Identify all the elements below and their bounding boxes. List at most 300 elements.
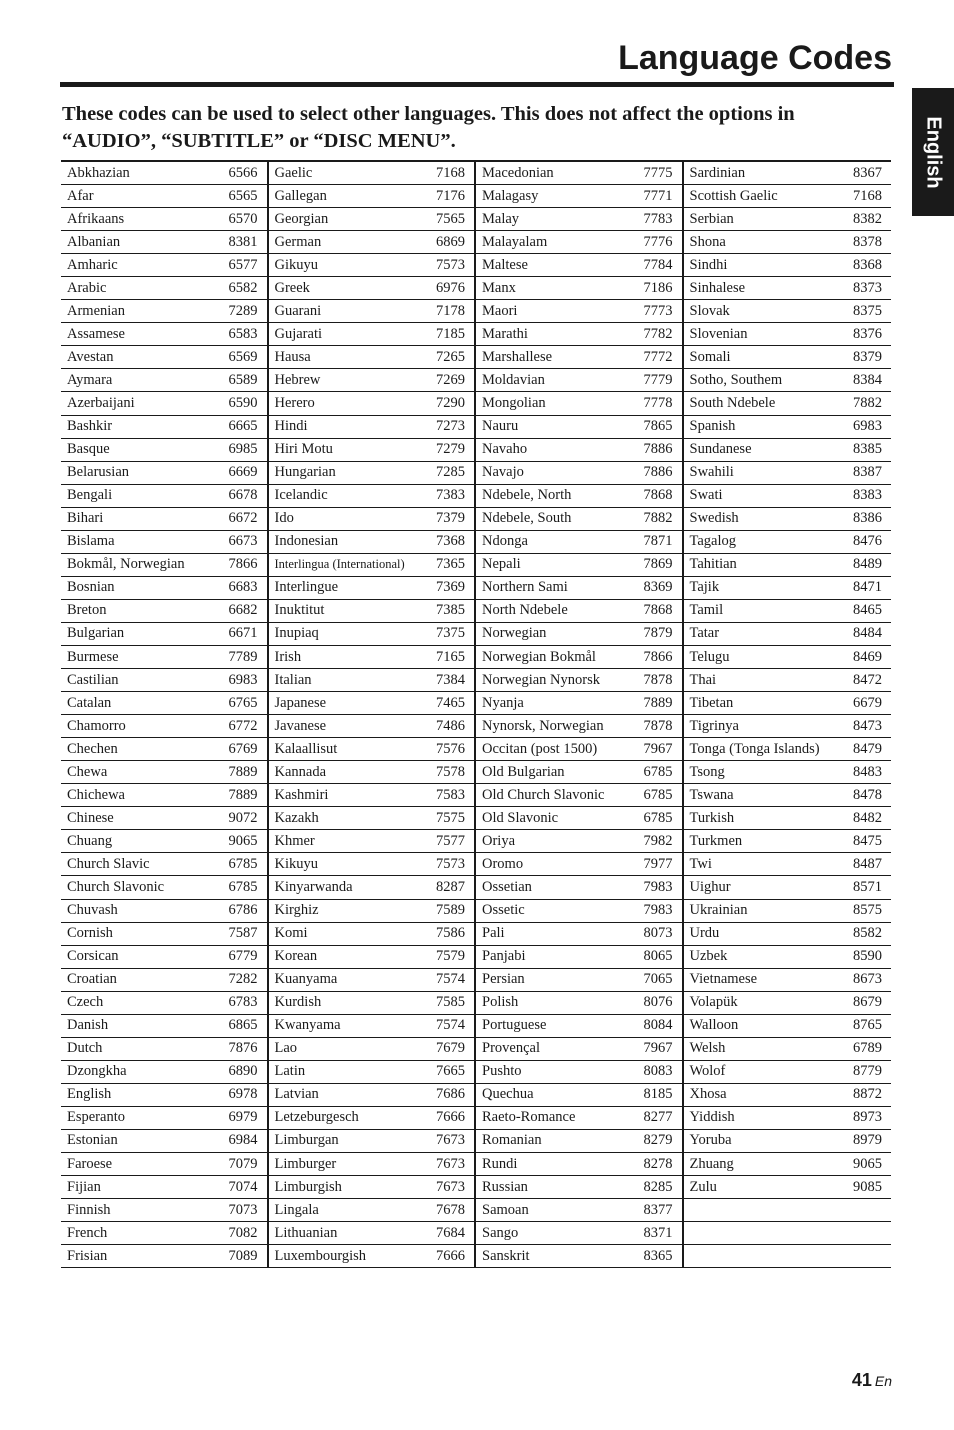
language-code: 7269	[436, 371, 465, 388]
table-row	[684, 577, 892, 600]
language-name: Herero	[274, 394, 315, 411]
table-row	[269, 623, 475, 646]
language-code: 7585	[436, 994, 465, 1011]
language-code-table	[61, 160, 892, 1268]
table-row	[269, 807, 475, 830]
language-code: 7176	[436, 187, 465, 204]
table-row	[269, 277, 475, 300]
language-code: 6683	[228, 579, 258, 596]
language-name: Zulu	[689, 1178, 717, 1195]
language-name: Oromo	[482, 855, 524, 872]
table-row	[476, 577, 682, 600]
language-code: 7678	[436, 1201, 465, 1218]
language-code: 7065	[643, 971, 673, 988]
table-row	[61, 1038, 267, 1061]
language-name: Yoruba	[689, 1132, 732, 1149]
language-code: 7982	[643, 832, 673, 849]
language-code: 6785	[228, 878, 258, 895]
table-row	[61, 577, 267, 600]
table-row	[476, 1245, 682, 1268]
table-row	[269, 162, 475, 185]
language-code: 6569	[228, 348, 258, 365]
language-name: Khmer	[274, 832, 315, 849]
table-row	[684, 277, 892, 300]
table-row	[476, 1222, 682, 1245]
language-name: Tatar	[689, 625, 720, 642]
language-code: 8487	[853, 855, 882, 872]
language-code: 7983	[643, 902, 673, 919]
language-name: Abkhazian	[67, 164, 130, 181]
table-row	[61, 300, 267, 323]
table-row	[269, 508, 475, 531]
table-row	[476, 346, 682, 369]
table-row	[61, 1245, 267, 1268]
language-code: 6785	[643, 809, 673, 826]
language-code: 6789	[853, 1040, 882, 1057]
table-row	[61, 784, 267, 807]
language-name: Avestan	[67, 348, 114, 365]
table-row	[476, 323, 682, 346]
table-row	[684, 508, 892, 531]
language-name: Tajik	[689, 579, 720, 596]
language-code: 6890	[228, 1063, 258, 1080]
language-code: 7583	[436, 786, 465, 803]
language-code: 6589	[228, 371, 258, 388]
language-code: 6983	[853, 418, 882, 435]
table-row	[476, 439, 682, 462]
language-name: Welsh	[689, 1040, 726, 1057]
language-code: 7282	[228, 971, 258, 988]
language-code: 6765	[228, 694, 258, 711]
table-row	[269, 738, 475, 761]
language-name: Corsican	[67, 948, 119, 965]
language-code: 7866	[643, 648, 673, 665]
language-code: 6978	[228, 1086, 258, 1103]
table-row	[476, 923, 682, 946]
table-row	[476, 1015, 682, 1038]
language-name: Lingala	[274, 1201, 319, 1218]
language-code: 7886	[643, 464, 673, 481]
table-row	[684, 807, 892, 830]
table-row	[476, 1038, 682, 1061]
language-code: 8084	[643, 1017, 673, 1034]
table-row	[61, 369, 267, 392]
language-name: Norwegian Nynorsk	[482, 671, 600, 688]
table-row	[684, 1199, 892, 1222]
table-row	[476, 876, 682, 899]
language-name: Shona	[689, 233, 726, 250]
language-code: 8376	[853, 325, 882, 342]
language-code: 7384	[436, 671, 465, 688]
language-code: 8575	[853, 902, 882, 919]
table-row	[61, 830, 267, 853]
language-code: 8590	[853, 948, 882, 965]
code-column	[61, 160, 269, 1268]
language-name: Chuang	[67, 832, 113, 849]
language-name: Albanian	[67, 233, 121, 250]
language-name: Arabic	[67, 279, 107, 296]
table-row	[269, 231, 475, 254]
language-code: 6590	[228, 394, 258, 411]
table-row	[61, 323, 267, 346]
language-name: Dzongkha	[67, 1063, 127, 1080]
language-name: Kazakh	[274, 809, 319, 826]
language-code: 6984	[228, 1132, 258, 1149]
table-row	[476, 531, 682, 554]
table-row	[269, 761, 475, 784]
language-name: Indonesian	[274, 533, 339, 550]
language-name: Chamorro	[67, 717, 126, 734]
language-name: Inuktitut	[274, 602, 325, 619]
language-code: 7273	[436, 418, 465, 435]
language-name: Swati	[689, 487, 723, 504]
page-lang-suffix: En	[874, 1373, 892, 1389]
language-name: Bashkir	[67, 418, 113, 435]
language-name: Swahili	[689, 464, 734, 481]
language-code: 7878	[643, 671, 673, 688]
language-name: Nepali	[482, 556, 521, 573]
table-row	[684, 485, 892, 508]
table-row	[476, 1061, 682, 1084]
language-code: 7967	[643, 1040, 673, 1057]
table-row	[476, 600, 682, 623]
language-code: 7573	[436, 256, 465, 273]
language-name: Occitan (post 1500)	[482, 740, 598, 757]
language-name: Serbian	[689, 210, 734, 227]
language-name: Luxembourgish	[274, 1247, 367, 1264]
table-row	[684, 1107, 892, 1130]
table-row	[269, 876, 475, 899]
language-name: Japanese	[274, 694, 327, 711]
table-row	[269, 439, 475, 462]
language-name: Gaelic	[274, 164, 313, 181]
language-name: Assamese	[67, 325, 125, 342]
language-code: 8384	[853, 371, 882, 388]
language-name: Malayalam	[482, 233, 548, 250]
table-row	[684, 392, 892, 415]
language-name: Greek	[274, 279, 310, 296]
language-code: 7784	[643, 256, 673, 273]
language-code: 7868	[643, 602, 673, 619]
language-name: Bulgarian	[67, 625, 125, 642]
language-code: 6869	[436, 233, 465, 250]
language-name: Danish	[67, 1017, 109, 1034]
language-name: Malagasy	[482, 187, 539, 204]
language-name: Slovenian	[689, 325, 748, 342]
table-row	[61, 1199, 267, 1222]
table-row	[269, 1245, 475, 1268]
language-code: 9072	[228, 809, 258, 826]
language-name: Azerbaijani	[67, 394, 135, 411]
language-name: Maltese	[482, 256, 528, 273]
table-row	[684, 162, 892, 185]
language-name: Turkmen	[689, 832, 743, 849]
language-name: Macedonian	[482, 164, 554, 181]
table-row	[269, 600, 475, 623]
language-code: 6577	[228, 256, 258, 273]
table-row	[684, 1084, 892, 1107]
table-row	[61, 669, 267, 692]
table-row	[684, 992, 892, 1015]
language-name: Gikuyu	[274, 256, 318, 273]
language-code: 8479	[853, 740, 882, 757]
language-code: 7673	[436, 1178, 465, 1195]
language-name: Hungarian	[274, 464, 336, 481]
language-code: 7178	[436, 302, 465, 319]
language-code: 8371	[643, 1224, 673, 1241]
language-code: 7375	[436, 625, 465, 642]
language-name: Limburgan	[274, 1132, 339, 1149]
language-code: 7168	[853, 187, 882, 204]
language-name: Kannada	[274, 763, 327, 780]
table-row	[684, 1061, 892, 1084]
table-row	[269, 1130, 475, 1153]
language-code: 8765	[853, 1017, 882, 1034]
language-code: 8482	[853, 809, 882, 826]
table-row	[476, 1153, 682, 1176]
code-column	[269, 160, 477, 1268]
language-name: Icelandic	[274, 487, 328, 504]
language-code: 6785	[643, 786, 673, 803]
language-code: 7573	[436, 855, 465, 872]
language-code: 7368	[436, 533, 465, 550]
page-footer	[852, 1370, 892, 1391]
table-row	[684, 254, 892, 277]
table-row	[684, 369, 892, 392]
language-name: Romanian	[482, 1132, 542, 1149]
table-row	[476, 992, 682, 1015]
language-code: 8065	[643, 948, 673, 965]
language-code: 6570	[228, 210, 258, 227]
language-name: Old Slavonic	[482, 809, 559, 826]
language-code: 6785	[228, 855, 258, 872]
language-name: Sundanese	[689, 441, 752, 458]
intro-line-2: “AUDIO”, “SUBTITLE” or “DISC MENU”.	[62, 130, 456, 152]
language-name: Ukrainian	[689, 902, 748, 919]
language-code: 7586	[436, 925, 465, 942]
language-code: 7977	[643, 855, 673, 872]
language-code: 7186	[643, 279, 673, 296]
language-code: 6682	[228, 602, 258, 619]
table-row	[61, 969, 267, 992]
table-row	[476, 300, 682, 323]
language-name: Sindhi	[689, 256, 728, 273]
table-row	[476, 715, 682, 738]
language-code: 7782	[643, 325, 673, 342]
title-rule	[60, 82, 894, 87]
language-code: 6678	[228, 487, 258, 504]
language-code: 7079	[228, 1155, 258, 1172]
table-row	[61, 692, 267, 715]
language-name: Lao	[274, 1040, 298, 1057]
language-name: Quechua	[482, 1086, 534, 1103]
language-code: 8076	[643, 994, 673, 1011]
language-name: Irish	[274, 648, 302, 665]
table-row	[684, 346, 892, 369]
language-code: 7589	[436, 902, 465, 919]
language-code: 7983	[643, 878, 673, 895]
language-name: Ossetian	[482, 878, 532, 895]
language-code: 7165	[436, 648, 465, 665]
language-code: 7486	[436, 717, 465, 734]
language-name: Old Church Slavonic	[482, 786, 605, 803]
language-code: 8073	[643, 925, 673, 942]
language-name: Ndebele, North	[482, 487, 572, 504]
language-code: 8368	[853, 256, 882, 273]
table-row	[61, 1153, 267, 1176]
language-code: 6565	[228, 187, 258, 204]
language-code: 7967	[643, 740, 673, 757]
language-code: 6769	[228, 740, 258, 757]
language-code: 7089	[228, 1247, 258, 1264]
language-name: Bengali	[67, 487, 113, 504]
language-code: 8465	[853, 602, 882, 619]
language-name: Komi	[274, 925, 308, 942]
language-name: Catalan	[67, 694, 112, 711]
language-code: 8378	[853, 233, 882, 250]
language-name: South Ndebele	[689, 394, 776, 411]
table-row	[269, 577, 475, 600]
table-row	[269, 715, 475, 738]
language-name: Lithuanian	[274, 1224, 338, 1241]
language-name: Urdu	[689, 925, 720, 942]
table-row	[684, 715, 892, 738]
table-row	[61, 923, 267, 946]
language-name: Sinhalese	[689, 279, 746, 296]
language-code: 7778	[643, 394, 673, 411]
language-code: 6983	[228, 671, 258, 688]
table-row	[61, 554, 267, 577]
language-code: 7379	[436, 510, 465, 527]
language-name: Cornish	[67, 925, 113, 942]
language-code: 6976	[436, 279, 465, 296]
language-name: Navaho	[482, 441, 528, 458]
language-code: 8375	[853, 302, 882, 319]
table-row	[61, 853, 267, 876]
language-code: 7775	[643, 164, 673, 181]
language-code: 6672	[228, 510, 258, 527]
language-name: Kinyarwanda	[274, 878, 353, 895]
side-tab-english	[912, 88, 954, 216]
language-code: 7289	[228, 302, 258, 319]
language-name: Gujarati	[274, 325, 323, 342]
table-row	[61, 254, 267, 277]
table-row	[269, 208, 475, 231]
language-code: 7290	[436, 394, 465, 411]
language-name: Castilian	[67, 671, 119, 688]
table-row	[61, 807, 267, 830]
table-row	[269, 1015, 475, 1038]
table-row	[61, 531, 267, 554]
language-name: Telugu	[689, 648, 730, 665]
language-code: 8469	[853, 648, 882, 665]
table-row	[269, 185, 475, 208]
language-name: Volapük	[689, 994, 738, 1011]
table-row	[684, 462, 892, 485]
language-name: Yiddish	[689, 1109, 735, 1126]
table-row	[476, 784, 682, 807]
language-name: Panjabi	[482, 948, 526, 965]
language-code: 7576	[436, 740, 465, 757]
language-name: Manx	[482, 279, 516, 296]
language-name: Oriya	[482, 832, 516, 849]
language-name: Latin	[274, 1063, 306, 1080]
table-row	[269, 1176, 475, 1199]
language-code: 8279	[643, 1132, 673, 1149]
language-code: 7869	[643, 556, 673, 573]
table-row	[684, 185, 892, 208]
language-name: Tamil	[689, 602, 724, 619]
table-row	[61, 761, 267, 784]
language-name: Wolof	[689, 1063, 726, 1080]
language-code: 8472	[853, 671, 882, 688]
language-name: Marathi	[482, 325, 528, 342]
table-row	[684, 692, 892, 715]
table-row	[684, 784, 892, 807]
table-row	[684, 1038, 892, 1061]
table-row	[61, 1176, 267, 1199]
language-name: Bosnian	[67, 579, 115, 596]
intro-line-1: These codes can be used to select other languages. This does not affect the options in	[62, 103, 795, 125]
language-name: Chechen	[67, 740, 118, 757]
table-row	[61, 231, 267, 254]
language-code: 8185	[643, 1086, 673, 1103]
table-row	[476, 554, 682, 577]
language-code: 7579	[436, 948, 465, 965]
language-name: Afrikaans	[67, 210, 125, 227]
table-row	[269, 946, 475, 969]
language-name: Kashmiri	[274, 786, 329, 803]
table-row	[61, 508, 267, 531]
language-code: 8973	[853, 1109, 882, 1126]
language-name: Croatian	[67, 971, 117, 988]
language-code: 7279	[436, 441, 465, 458]
table-row	[269, 692, 475, 715]
table-row	[269, 300, 475, 323]
table-row	[684, 830, 892, 853]
language-name: Sotho, Southem	[689, 371, 783, 388]
language-code: 8476	[853, 533, 882, 550]
table-row	[269, 323, 475, 346]
table-row	[476, 761, 682, 784]
table-row	[269, 531, 475, 554]
table-row	[269, 669, 475, 692]
language-name: Chinese	[67, 809, 114, 826]
language-name: Persian	[482, 971, 525, 988]
language-name: Hebrew	[274, 371, 321, 388]
table-row	[476, 646, 682, 669]
table-row	[476, 1130, 682, 1153]
table-row	[61, 346, 267, 369]
language-code: 6783	[228, 994, 258, 1011]
language-code: 8979	[853, 1132, 882, 1149]
language-code: 8473	[853, 717, 882, 734]
table-row	[269, 1153, 475, 1176]
table-row	[684, 623, 892, 646]
table-row	[269, 1038, 475, 1061]
side-tab-label: English	[922, 115, 945, 189]
table-row	[684, 554, 892, 577]
language-code: 7866	[228, 556, 258, 573]
language-name: Korean	[274, 948, 318, 965]
language-code: 8369	[643, 579, 673, 596]
language-code: 8367	[853, 164, 882, 181]
language-name: Church Slavonic	[67, 878, 165, 895]
language-code: 6582	[228, 279, 258, 296]
language-code: 7879	[643, 625, 673, 642]
language-name: Dutch	[67, 1040, 103, 1057]
language-name: Bihari	[67, 510, 104, 527]
